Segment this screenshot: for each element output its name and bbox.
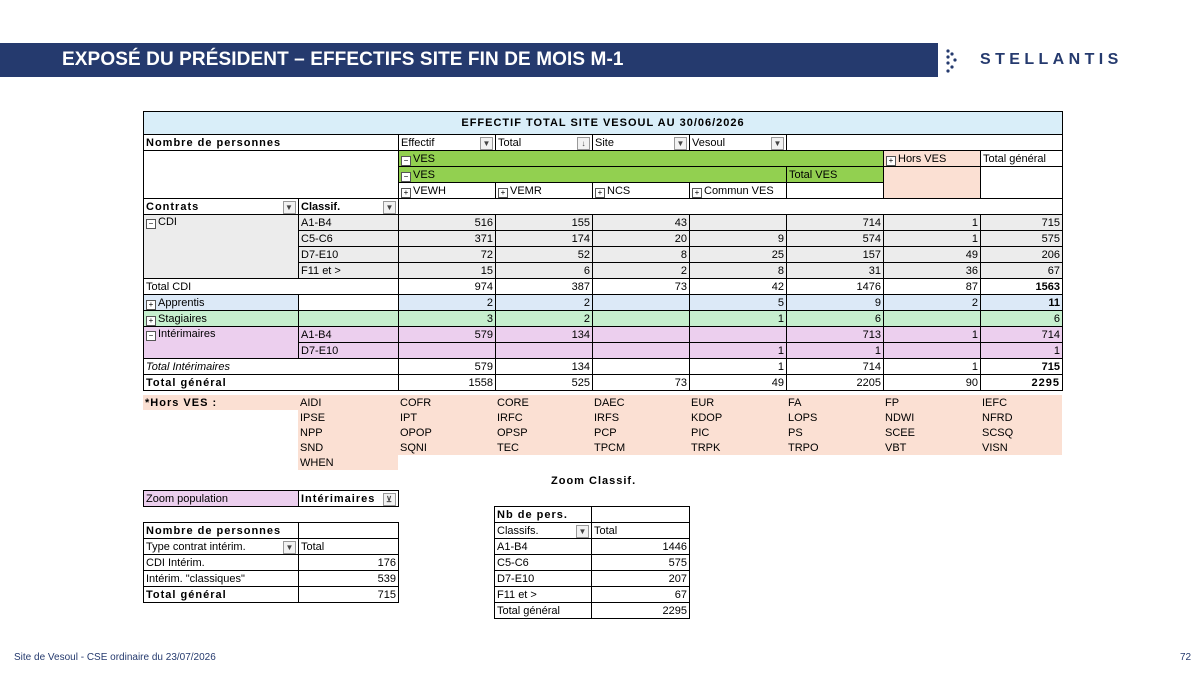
value-cell: 5 xyxy=(690,295,787,311)
value-cell: 715 xyxy=(981,359,1063,375)
dropdown-icon[interactable]: ▼ xyxy=(283,201,296,214)
row-label: D7-E10 xyxy=(495,571,592,587)
footer-text: Site de Vesoul - CSE ordinaire du 23/07/2026 xyxy=(14,652,216,663)
value-cell xyxy=(593,343,690,359)
classif-header[interactable]: Classif. ▼ xyxy=(299,199,399,215)
value-cell: 574 xyxy=(787,231,884,247)
list-item: FA xyxy=(788,396,802,409)
classif-cell: F11 et > xyxy=(299,263,399,279)
value-cell xyxy=(593,327,690,343)
value-cell: 715 xyxy=(981,215,1063,231)
value-cell: 715 xyxy=(299,587,399,603)
col-hors-ves[interactable]: + Hors VES xyxy=(884,151,981,167)
value-cell: 9 xyxy=(690,231,787,247)
zoom-population-filter xyxy=(143,490,399,507)
value-cell: 575 xyxy=(592,555,690,571)
total-row xyxy=(495,603,690,619)
value-cell xyxy=(593,311,690,327)
empty-cell xyxy=(143,425,298,440)
row-label: C5-C6 xyxy=(495,555,592,571)
list-item: EUR xyxy=(691,396,715,409)
expand-icon: + xyxy=(692,188,702,198)
empty-cell xyxy=(399,199,1063,215)
value-cell: 174 xyxy=(496,231,593,247)
value-cell: 20 xyxy=(593,231,690,247)
value-cell xyxy=(593,295,690,311)
list-item: NDWI xyxy=(883,410,980,425)
value-cell: 714 xyxy=(981,327,1063,343)
hors-ves-list xyxy=(143,395,1062,470)
value-cell: 9 xyxy=(787,295,884,311)
value-cell: 3 xyxy=(399,311,496,327)
list-item: VBT xyxy=(883,440,980,455)
row-label: A1-B4 xyxy=(495,539,592,555)
value-cell xyxy=(690,327,787,343)
apprentis-row xyxy=(144,295,1063,311)
list-item: TPCM xyxy=(592,440,689,455)
list-item: IEFC xyxy=(982,396,1008,409)
table-header: Nb de pers. xyxy=(495,507,592,523)
value-cell: 2 xyxy=(496,295,593,311)
value-cell: 2 xyxy=(399,295,496,311)
list-item: COFR xyxy=(400,396,432,409)
value-cell: 2295 xyxy=(981,375,1063,391)
total-interim-row xyxy=(144,359,1063,375)
table-title: EFFECTIF TOTAL SITE VESOUL AU 30/06/2026 xyxy=(144,112,1063,135)
value-cell: 1476 xyxy=(787,279,884,295)
total-row xyxy=(144,587,399,603)
list-item: CORE xyxy=(497,396,529,409)
table-row xyxy=(495,571,690,587)
list-item: IPT xyxy=(398,410,495,425)
value-cell xyxy=(884,343,981,359)
total-cdi-row xyxy=(144,279,1063,295)
value-cell: 1446 xyxy=(592,539,690,555)
filter-vesoul[interactable]: Vesoul ▼ xyxy=(690,135,787,151)
value-cell: 539 xyxy=(299,571,399,587)
list-item: TEC xyxy=(495,440,592,455)
value-cell: 579 xyxy=(399,327,496,343)
value-cell: 8 xyxy=(690,263,787,279)
value-cell: 1 xyxy=(884,231,981,247)
value-cell: 1 xyxy=(690,311,787,327)
row-cdi[interactable]: − CDI xyxy=(144,215,299,279)
row-label: Intérim. "classiques" xyxy=(144,571,299,587)
value-cell: 1 xyxy=(690,359,787,375)
table-row xyxy=(495,587,690,603)
value-cell: 155 xyxy=(496,215,593,231)
table-row xyxy=(144,555,399,571)
col-vemr[interactable]: + VEMR xyxy=(496,183,593,199)
value-cell: 43 xyxy=(593,215,690,231)
value-cell xyxy=(593,359,690,375)
expand-icon: + xyxy=(401,188,411,198)
zoom-population-table xyxy=(143,522,399,603)
expand-icon: + xyxy=(146,316,156,326)
value-cell: 73 xyxy=(593,375,690,391)
value-cell: 1 xyxy=(884,215,981,231)
value-cell: 72 xyxy=(399,247,496,263)
value-cell: 371 xyxy=(399,231,496,247)
value-cell: 1 xyxy=(787,343,884,359)
value-cell: 579 xyxy=(399,359,496,375)
list-item: IPSE xyxy=(298,410,398,425)
empty-cell xyxy=(787,135,1063,151)
col-group-ves-2[interactable]: − VES xyxy=(399,167,787,183)
classif-cell: A1-B4 xyxy=(299,215,399,231)
sort-icon[interactable]: ↓ xyxy=(577,137,590,150)
list-item: IRFC xyxy=(495,410,592,425)
list-item: VISN xyxy=(980,440,1062,455)
page-number: 72 xyxy=(1180,652,1192,663)
value-cell: 1 xyxy=(884,327,981,343)
value-cell: 73 xyxy=(593,279,690,295)
empty-cell xyxy=(299,523,399,539)
value-cell: 157 xyxy=(787,247,884,263)
list-item: NFRD xyxy=(980,410,1062,425)
filter-effectif[interactable]: Effectif ▼ xyxy=(399,135,496,151)
dropdown-icon[interactable]: ▼ xyxy=(383,201,396,214)
col-commun-ves[interactable]: + Commun VES xyxy=(690,183,787,199)
total-header: Total xyxy=(592,523,690,539)
value-cell: 87 xyxy=(884,279,981,295)
row-interimaires[interactable]: − Intérimaires xyxy=(144,327,299,359)
zoom-population-label: Zoom population xyxy=(144,491,299,507)
value-cell: 713 xyxy=(787,327,884,343)
list-item: TRPO xyxy=(786,440,883,455)
table-row xyxy=(144,215,1063,231)
empty-cell xyxy=(981,167,1063,199)
value-cell: 42 xyxy=(690,279,787,295)
row-label: Total général xyxy=(495,603,592,619)
value-cell: 11 xyxy=(981,295,1063,311)
dropdown-icon[interactable]: ▼ xyxy=(674,137,687,150)
list-item: LOPS xyxy=(786,410,883,425)
dropdown-icon[interactable]: ▼ xyxy=(576,525,589,538)
nb-personnes-label: Nombre de personnes xyxy=(144,135,399,151)
value-cell: 90 xyxy=(884,375,981,391)
value-cell: 1558 xyxy=(399,375,496,391)
empty-cell xyxy=(299,295,399,311)
value-cell: 6 xyxy=(787,311,884,327)
empty-cell xyxy=(144,151,399,199)
value-cell: 134 xyxy=(496,327,593,343)
list-item: PS xyxy=(786,425,883,440)
total-general-row xyxy=(144,375,1063,391)
dropdown-icon[interactable]: ▼ xyxy=(771,137,784,150)
expand-icon: + xyxy=(595,188,605,198)
value-cell: 1 xyxy=(690,343,787,359)
row-label: F11 et > xyxy=(495,587,592,603)
classif-cell: D7-E10 xyxy=(299,343,399,359)
list-item: NPP xyxy=(298,425,398,440)
list-item: DAEC xyxy=(594,396,625,409)
contrats-header[interactable]: Contrats ▼ xyxy=(144,199,299,215)
empty-cell xyxy=(787,183,884,199)
expand-icon: + xyxy=(886,156,896,166)
dropdown-icon[interactable]: ▼ xyxy=(283,541,296,554)
value-cell: 49 xyxy=(884,247,981,263)
zoom-classif-title: Zoom Classif. xyxy=(551,475,637,487)
value-cell: 387 xyxy=(496,279,593,295)
list-item: FP xyxy=(885,396,900,409)
value-cell: 2295 xyxy=(592,603,690,619)
empty-cell xyxy=(884,167,981,199)
table-header: Nombre de personnes xyxy=(144,523,299,539)
list-item: TRPK xyxy=(689,440,786,455)
col-total-ves: Total VES xyxy=(787,167,884,183)
filter-icon[interactable]: ⊻ xyxy=(383,493,396,506)
filter-row xyxy=(144,135,1063,151)
expand-icon: + xyxy=(146,300,156,310)
value-cell: 6 xyxy=(496,263,593,279)
value-cell: 6 xyxy=(981,311,1063,327)
value-cell: 207 xyxy=(592,571,690,587)
hors-ves-label: *Hors VES : xyxy=(145,396,218,409)
value-cell: 1 xyxy=(884,359,981,375)
list-item: SCEE xyxy=(883,425,980,440)
total-header: Total xyxy=(299,539,399,555)
value-cell: 2205 xyxy=(787,375,884,391)
list-item: SQNI xyxy=(398,440,495,455)
value-cell: 714 xyxy=(787,215,884,231)
value-cell: 2 xyxy=(496,311,593,327)
list-item: OPSP xyxy=(495,425,592,440)
table-row xyxy=(495,539,690,555)
value-cell: 206 xyxy=(981,247,1063,263)
value-cell: 575 xyxy=(981,231,1063,247)
brand-logo: STELLANTIS xyxy=(980,51,1123,68)
main-pivot-table xyxy=(143,111,1063,391)
value-cell: 1563 xyxy=(981,279,1063,295)
value-cell: 176 xyxy=(299,555,399,571)
list-item: SCSQ xyxy=(980,425,1062,440)
list-item: WHEN xyxy=(298,455,398,470)
list-item: AIDI xyxy=(300,396,322,409)
collapse-icon: − xyxy=(146,331,156,341)
value-cell: 525 xyxy=(496,375,593,391)
row-label: Total général xyxy=(144,587,299,603)
header-banner xyxy=(0,43,938,77)
title-row xyxy=(144,112,1063,135)
list-item: KDOP xyxy=(689,410,786,425)
expand-icon: + xyxy=(498,188,508,198)
row-label: Total général xyxy=(144,375,399,391)
value-cell xyxy=(399,343,496,359)
zoom-population-select[interactable]: Intérimaires ⊻ xyxy=(299,491,399,507)
table-row xyxy=(495,555,690,571)
col-vewh[interactable]: + VEWH xyxy=(399,183,496,199)
collapse-icon: − xyxy=(401,156,411,166)
collapse-icon: − xyxy=(146,219,156,229)
value-cell: 15 xyxy=(399,263,496,279)
value-cell: 516 xyxy=(399,215,496,231)
row-stagiaires[interactable]: + Stagiaires xyxy=(144,311,299,327)
value-cell: 974 xyxy=(399,279,496,295)
value-cell: 2 xyxy=(593,263,690,279)
classifs-header[interactable]: Classifs. ▼ xyxy=(495,523,592,539)
empty-cell xyxy=(592,507,690,523)
stagiaires-row xyxy=(144,311,1063,327)
table-row xyxy=(144,327,1063,343)
col-ncs[interactable]: + NCS xyxy=(593,183,690,199)
table-row xyxy=(144,571,399,587)
empty-cell xyxy=(299,311,399,327)
value-cell: 2 xyxy=(884,295,981,311)
page-title: EXPOSÉ DU PRÉSIDENT – EFFECTIFS SITE FIN DE MOIS M-1 xyxy=(62,49,624,70)
col-total-general: Total général xyxy=(981,151,1063,167)
value-cell: 8 xyxy=(593,247,690,263)
value-cell: 67 xyxy=(981,263,1063,279)
value-cell: 52 xyxy=(496,247,593,263)
zoom-classif-table xyxy=(494,506,690,619)
empty-cell xyxy=(398,455,1062,470)
classif-cell: D7-E10 xyxy=(299,247,399,263)
row-label: Total CDI xyxy=(144,279,399,295)
value-cell xyxy=(496,343,593,359)
row-label: Total Intérimaires xyxy=(144,359,399,375)
row-label: CDI Intérim. xyxy=(144,555,299,571)
filter-site[interactable]: Site ▼ xyxy=(593,135,690,151)
empty-cell xyxy=(143,440,298,455)
list-item: SND xyxy=(298,440,398,455)
value-cell: 1 xyxy=(981,343,1063,359)
value-cell: 49 xyxy=(690,375,787,391)
empty-cell xyxy=(143,410,298,425)
type-contrat-header[interactable]: Type contrat intérim. ▼ xyxy=(144,539,299,555)
value-cell: 67 xyxy=(592,587,690,603)
list-item: OPOP xyxy=(398,425,495,440)
row-apprentis[interactable]: + Apprentis xyxy=(144,295,299,311)
filter-total[interactable]: Total ↓ xyxy=(496,135,593,151)
value-cell: 31 xyxy=(787,263,884,279)
empty-cell xyxy=(143,455,298,470)
value-cell: 134 xyxy=(496,359,593,375)
list-item: PCP xyxy=(592,425,689,440)
collapse-icon: − xyxy=(401,172,411,182)
value-cell xyxy=(884,311,981,327)
value-cell: 25 xyxy=(690,247,787,263)
list-item: PIC xyxy=(689,425,786,440)
dropdown-icon[interactable]: ▼ xyxy=(480,137,493,150)
list-item: IRFS xyxy=(592,410,689,425)
value-cell: 714 xyxy=(787,359,884,375)
value-cell: 36 xyxy=(884,263,981,279)
classif-cell: A1-B4 xyxy=(299,327,399,343)
value-cell xyxy=(690,215,787,231)
brand-dots-icon xyxy=(945,48,959,74)
col-group-ves[interactable]: − VES xyxy=(399,151,884,167)
classif-cell: C5-C6 xyxy=(299,231,399,247)
